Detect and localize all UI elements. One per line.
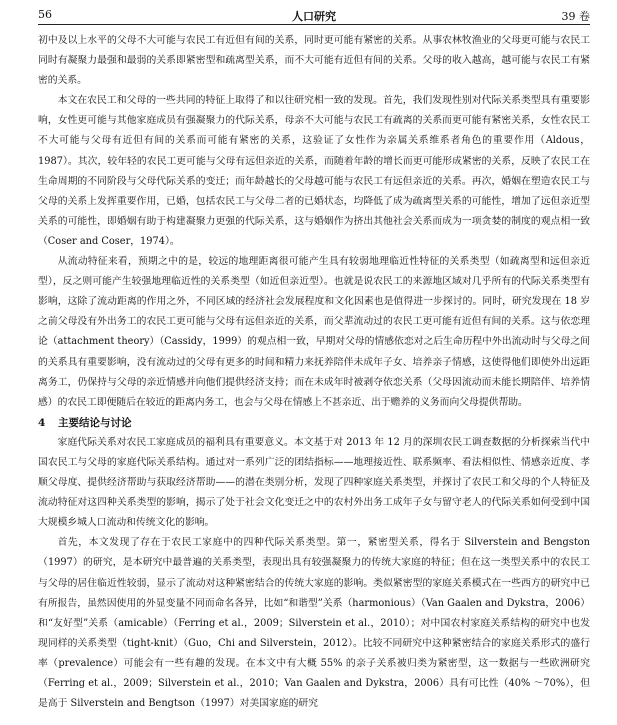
paragraph: 初中及以上水平的父母不大可能与农民工有近但有间的关系，同时更可能有紧密的关系。从事农林牧渔业的父母更可能与农民工同时有凝聚力最强和最弱的关系即紧密型和疏离型关系，而不大可能有近但有间的关系。父母的收入越高，越可能与农民工有紧密的关系。 — [38, 35, 590, 87]
article-body — [38, 31, 590, 714]
paragraph: 本文在农民工和父母的一些共同的特征上取得了和以往研究相一致的发现。首先，我们发现性别对代际关系类型具有重要影响，女性更可能与其他家庭成员有强凝聚力的代际关系，母亲不大可能与农民工有疏离的关系而更可能有紧密关系，女性农民工不大可能与父母有近但有间的关系而可能有紧密的关系，这验证了女性作为亲属关系维系者角色的重要作用（Aldous，1987）。其次，较年轻的农民工更可能与父母有远但亲近的关系，而随着年龄的增长而更可能形成紧密的关系，反映了农民工在生命周期的不同阶段与父母代际关系的变迁；而年龄越长的父母越可能与农民工有远但亲近的关系。再次，婚姻在塑造农民工与父母的关系上发挥重要作用，已婚，包括农民工与父母二者的已婚状态，均降低了成为疏离型关系的可能性，增加了远但亲近型关系的可能性，即婚姻有助于构建凝聚力更强的代际关系，这与婚姻作为挤出其他社会关系而成为一项贪婪的制度的观点相一致（Coser and Coser，1974）。 — [38, 95, 590, 247]
journal-title: 人口研究 — [292, 10, 336, 23]
paragraph: 首先，本文发现了存在于农民工家庭中的四种代际关系类型。第一，紧密型关系，得名于 Silverstein and Bengston（1997）的研究，是本研究中最普遍的关系类型，表现出具有较强凝聚力的传统大家庭的特征；但在这一类型关系中的农民工与父母的居住临近性较弱，显示了流动对这种紧密结合的传统大家庭的影响。类似紧密型的家庭关系模式在一些西方的研究中已有所报告，虽然因使用的外显变量不同而命名各异，比如“和谐型”关系（harmonious）（Van Gaalen and Dykstra，2006）和“友好型”关系（amicable）（Ferring et al.，2009；Silverstein et al.，2010）；对中国农村家庭关系结构的研究中也发现同样的关系类型（tight-knit）（Guo，Chi and Silverstein，2012）。比较不同研究中这种紧密结合的家庭关系形式的盛行率（prevalence）可能会有一些有趣的发现。在本文中有大概 55% 的亲子关系被归类为紧密型，这一数据与一些欧洲研究（Ferring et al.，2009；Silverstein et al.，2010；Van Gaalen and Dykstra，2006）具有可比性（40% ～70%），但是高于 Silverstein and Bengtson（1997）对美国家庭的研究 — [38, 537, 590, 710]
volume-label: 39 卷 — [561, 10, 590, 23]
section-number: 4 — [38, 416, 46, 429]
section-heading — [38, 413, 590, 433]
running-header — [38, 6, 590, 25]
page-number: 56 — [38, 8, 52, 21]
paragraph: 从流动特征来看，预期之中的是，较远的地理距离很可能产生具有较弱地理临近性特征的关系类型（如疏离型和远但亲近型），反之则可能产生较强地理临近性的关系类型（如近但亲近型）。也就是说农民工的来源地区域对几乎所有的代际关系类型有影响，这除了流动距离的作用之外，不同区域的经济社会发展程度和文化因素也是值得进一步探讨的。同时，研究发现在 18 岁之前父母没有外出务工的农民工更可能与父母有远但亲近的关系，而父辈流动过的农民工更可能有近但有间的关系。这与依恋理论（attachment theory）（Cassidy，1999）的观点相一致，早期对父母的情感依恋对之后生命历程中外出流动时与父母之间的关系具有重要影响，没有流动过的父母有更多的时间和精力来抚养陪伴未成年子女、培养亲子情感，这使得他们即使外出远距离务工，仍保持与父母的亲近情感并向他们提供经济支持；而在未成年时被剥夺依恋关系（父母因流动而未能长期陪伴、培养情感）的农民工即便随后在较近的距离内务工，也会与父母在情感上不甚亲近、出于赡养的义务而向父母提供帮助。 — [38, 256, 590, 408]
section-title: 主要结论与讨论 — [58, 416, 132, 429]
paragraph: 家庭代际关系对农民工家庭成员的福利具有重要意义。本文基于对 2013 年 12 月的深圳农民工调查数据的分析探索当代中国农民工与父母的家庭代际关系结构。通过对一系列广泛的团结指标——地理接近性、联系频率、看法相似性、情感亲近度、孝顺父母度、提供经济帮助与获取经济帮助——的潜在类别分析，发现了四种家庭关系类型，并探讨了农民工和父母的个人特征及流动特征对这四种关系类型的影响，揭示了处于社会文化变迁之中的农村外出务工成年子女与留守老人的代际关系如何受到中国大规模乡城人口流动和传统文化的影响。 — [38, 436, 590, 529]
